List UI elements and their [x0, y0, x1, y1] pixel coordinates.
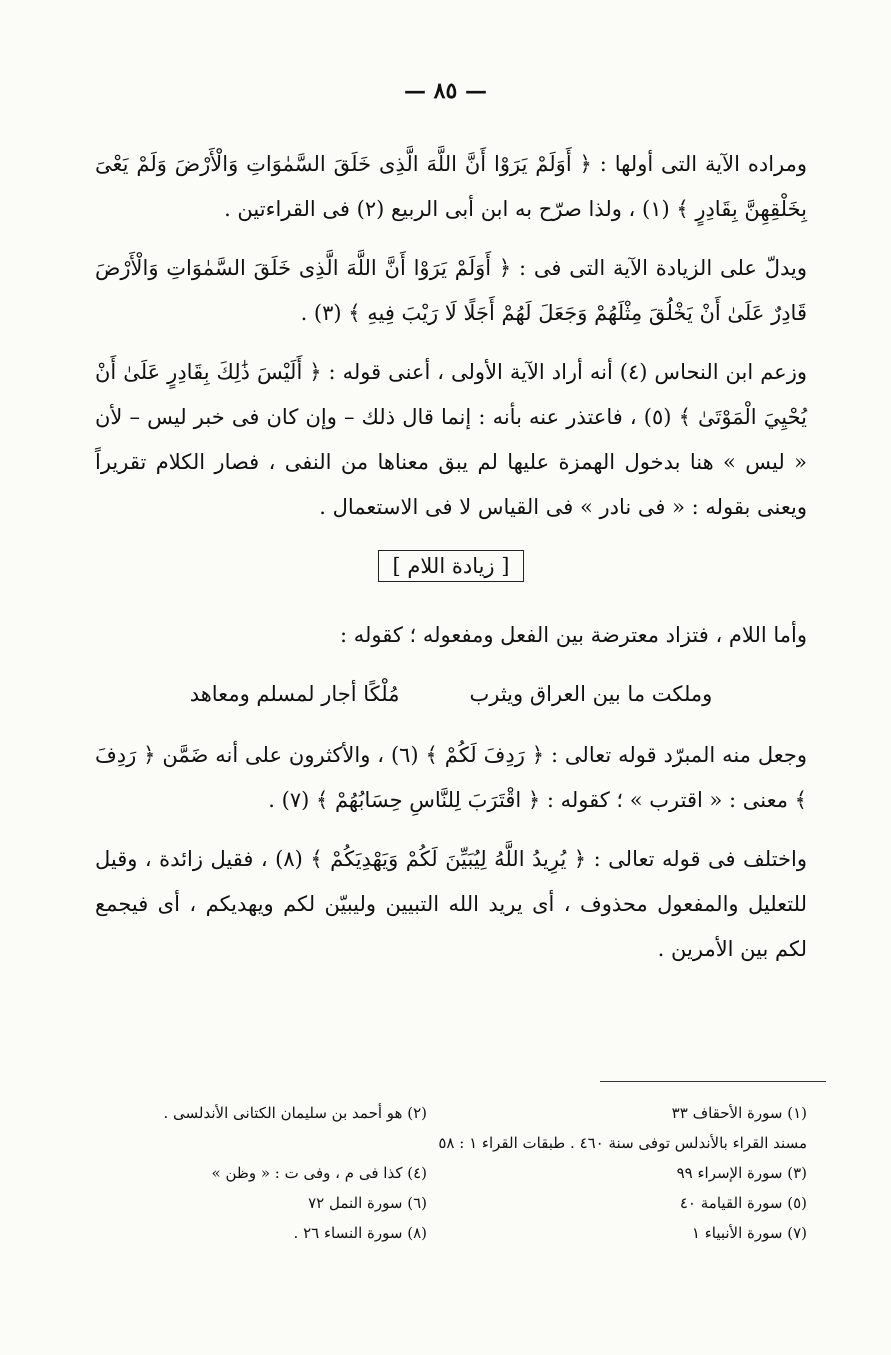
paragraph-6: واختلف فى قوله تعالى : ﴿ يُرِيدُ اللَّهُ لِيُبَيِّنَ لَكُمْ وَيَهْدِيَكُمْ ﴾ (٨) ، فقيل زائدة ، وقيل للتعليل والمفعول محذوف ، أى يريد الله التبيين وليبيّن لكم ويهديكم ، أى فيجمع لكم بين الأمرين . [95, 847, 807, 961]
section-heading: [ زيادة اللام ] [378, 550, 525, 582]
paragraph-3: وزعم ابن النحاس (٤) أنه أراد الآية الأولى ، أعنى قوله : ﴿ أَلَيْسَ ذَٰلِكَ بِقَادِرٍ عَلَىٰ أَنْ يُحْيِيَ الْمَوْتَىٰ ﴾ (٥) ، فاعتذر عنه بأنه : إنما قال ذلك – وإن كان فى خبر ليس – لأن « ليس » هنا بدخول الهمزة عليها لم يبق معناها من النفى ، فصار الكلام تقريراً ويعنى بقوله : « فى نادر » فى القياس لا فى الاستعمال . [95, 360, 807, 519]
paragraph-4: وأما اللام ، فتزاد معترضة بين الفعل ومفعوله ؛ كقوله : [339, 623, 807, 647]
footnote-divider [600, 1081, 826, 1082]
paragraph-5: وجعل منه المبرّد قوله تعالى : ﴿ رَدِفَ لَكُمْ ﴾ (٦) ، والأكثرون على أنه ضَمَّن ﴿ رَدِفَ ﴾ معنى : « اقترب » ؛ كقوله : ﴿ اقْتَرَبَ لِلنَّاسِ حِسَابُهُمْ ﴾ (٧) . [95, 743, 807, 812]
paragraph-1: ومراده الآية التى أولها : ﴿ أَوَلَمْ يَرَوْا أَنَّ اللَّهَ الَّذِى خَلَقَ السَّمٰوَاتِ وَالْأَرْضَ وَلَمْ يَعْىَ بِخَلْقِهِنَّ بِقَادِرٍ ﴾ (١) ، ولذا صرّح به ابن أبى الربيع (٢) فى القراءتين . [95, 152, 807, 221]
poetry-verse [95, 672, 807, 717]
footnote-6: (٦) سورة النمل ٧٢ [308, 1194, 427, 1212]
footnotes [95, 1098, 807, 1248]
main-text [95, 142, 807, 986]
footnote-2: (٢) هو أحمد بن سليمان الكتانى الأندلسى . [163, 1104, 427, 1122]
footnote-4: (٤) كذا فى م ، وفى ت : « وظن » [211, 1164, 427, 1182]
footnote-2-continuation: مسند القراء بالأندلس توفى سنة ٤٦٠ . طبقات القراء ١ : ٥٨ [438, 1134, 807, 1152]
footnote-7: (٧) سورة الأنبياء ١ [691, 1224, 807, 1242]
verse-first-hemistich: وملكت ما بين العراق ويثرب [469, 682, 713, 706]
footnote-3: (٣) سورة الإسراء ٩٩ [676, 1164, 807, 1182]
paragraph-2: ويدلّ على الزيادة الآية التى فى : ﴿ أَوَلَمْ يَرَوْا أَنَّ اللَّهَ الَّذِى خَلَقَ السَّمٰوَاتِ وَالْأَرْضَ قَادِرٌ عَلَىٰ أَنْ يَخْلُقَ مِثْلَهُمْ وَجَعَلَ لَهُمْ أَجَلًا لَا رَيْبَ فِيهِ ﴾ (٣) . [95, 256, 807, 325]
page-number: — ٨٥ — [404, 78, 487, 104]
verse-second-hemistich: مُلْكًا أجار لمسلم ومعاهد [189, 682, 400, 706]
footnote-8: (٨) سورة النساء ٢٦ . [293, 1224, 427, 1242]
footnote-5: (٥) سورة القيامة ٤٠ [679, 1194, 807, 1212]
footnote-1: (١) سورة الأحقاف ٣٣ [671, 1104, 807, 1122]
